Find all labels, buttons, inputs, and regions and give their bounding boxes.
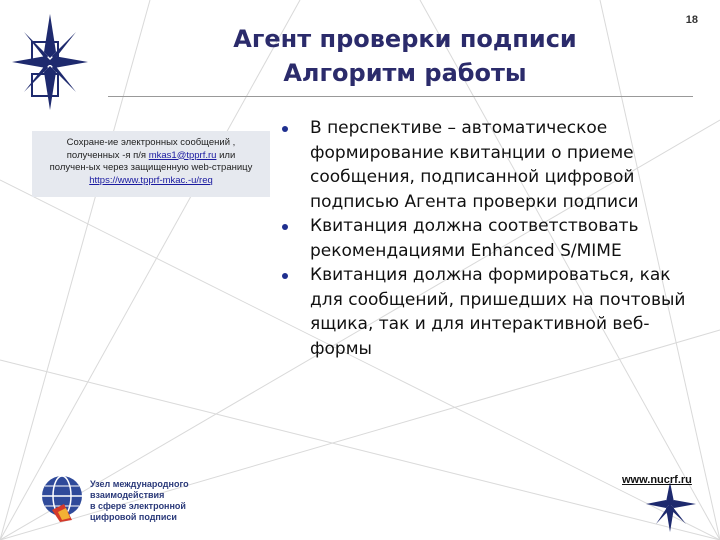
globe-logo-icon [38,472,86,524]
org-line-1: Узел международного [90,479,189,489]
bullet-icon [282,126,288,132]
org-line-3: в сфере электронной [90,501,186,511]
org-line-2: взаимодействия [90,490,165,500]
bullet-list [280,116,700,361]
bullet-text: В перспективе – автоматическое формирование квитанции о приеме сообщения, подписанной цифровой подписью Агента проверки подписи [310,118,639,212]
title-line-2: Алгоритм работы [283,59,527,87]
email-link[interactable]: mkas1@tpprf.ru [148,149,217,161]
bullet-item [280,116,700,214]
note-line-4 [32,175,270,188]
bullet-item [280,263,700,361]
page-number: 18 [685,14,698,26]
note-line-2-suffix: или [216,149,236,161]
title-divider [108,96,693,97]
note-line-2 [32,150,270,163]
slide-title [175,22,635,90]
title-line-1: Агент проверки подписи [233,25,577,53]
bullet-text: Квитанция должна соответствовать рекомендациями Enhanced S/MIME [310,216,639,261]
info-note-box [32,131,270,197]
website-link[interactable]: www.nucrf.ru [622,474,692,486]
footer-organization [90,479,189,523]
org-line-4: цифровой подписи [90,512,177,522]
note-line-2-prefix: полученных -я п/я [66,149,149,161]
note-line-3: получен-ых через защищенную web-страницу [49,162,253,173]
bullet-icon [282,273,288,279]
bullet-item [280,214,700,263]
bullet-text: Квитанция должна формироваться, как для сообщений, пришедших на почтовый ящика, так и для интерактивной веб-формы [310,265,686,359]
web-form-link[interactable]: https://www.tpprf-mkac.-u/req [89,174,213,186]
compass-star-logo [10,12,90,112]
note-line-1: Сохране-ие электронных сообщений , [66,137,236,148]
bullet-icon [282,224,288,230]
